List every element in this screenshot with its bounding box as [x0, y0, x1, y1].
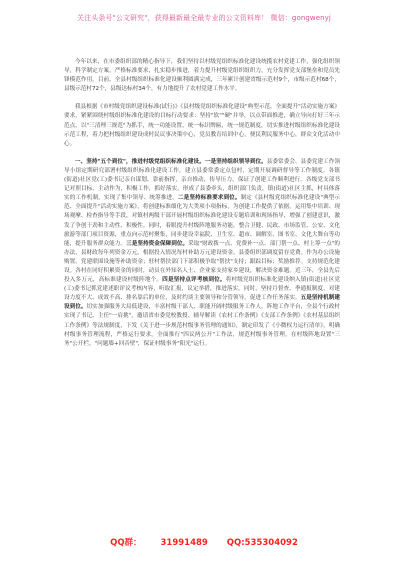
- section-one-text-a: 县委常委会、县委党建工作领导小组定期研究部署村级组织标准化建设工作，建立县委常委定点包村，定期开展调研督导等工作制度。各镇(街道)社区党(工)委书记亲自谋划、靠前指挥，亲自推动，传导压力，保证了创建工作顺利进行。各级党支部书记对照目标，主动作为，积极工作，抓好落实，形成了县委牵头，组织部门负责，镇(街道)社区主抓，村具体落实的工作机制，实现了集中领导、统筹推进。: [64, 158, 340, 202]
- section-one-paragraph: [64, 158, 340, 349]
- section-one-text-c: 采取"财政拨一点、党费补一点、部门帮一点、村上筹一点"的办法，县财政每年列资金万元，根据投入情况每村补助万元建设资金。县委组织部调度留存党费。作为办公设施购置。党建联围设施等补助资金；驻村帮扶部门下部积极争取"帮扶"支持；跟踪目标；奖励推荐。支持规范化建设。各村在同好积累资金的同时，动员在外知名人士、企业家支持家乡建设，解决资金难题。近三年，全县先后投入多万元，高标准建设村级阵地个。: [64, 240, 340, 284]
- subheading-evaluation: 四是坚持点评考核到位。: [162, 277, 226, 284]
- document-body: [64, 58, 340, 349]
- subheading-mechanism: 五是坚持机制建设到位。: [64, 295, 340, 311]
- section-one-text-e: 切实加强服务大局低建设，丰富村级干部人、职能开阔村级服务工作人，阵地工作平台，全县个行政村实现了书记、主任"一肩挑"，邀请省市委党校教授、辅导解读《农村工作条例》《支部工作条例》《农村基层组织工作条例》等法规制度，下发《关于进一步规范村级事务管理的通知》，制定印发了《小微权力运行清单》，明确村级事务管理流程，严格运行要求。全面推行"四议两公开"工作法，规范村级事务管理。在村级阵地设置"三务"公开栏，"问题墙+回音壁"，保证村级事务"阳光"运行。: [64, 304, 340, 347]
- intro-paragraph: 今年以来，在市委组织部的精心指导下，我们坚持以村级党组织标准化建设统揽农村党建工作，强化组织领导，科学制定方案，严格标准要求，扎实稳步推进，着力提升村级党组织组织力，充分发挥党支部堡垒和党员先锋模范作用。目前，全县村级组织标准化建设顺利圆满完成，三年累计创建省级示范村9个，市级示范村68个，县级示范村72个，县级达标村34个，有力地提升了农村党建工作水平。: [64, 59, 340, 93]
- overview-paragraph: 我县根据《市村级党组织建设标准(试行)》《县村级党组织标准化建设"典型示范、全面提升"活动实施方案》要求，紧紧围绕村级组织标准化建设的目标行动要求：坚持"软""硬"并举，以点带面推进，确立导向打好三年示范点，以"三清理三规范"为抓手，统一功能设置，统一标识牌匾，统一规范制度，切实推进村级组织标准化建设示范工程，着力把村级组织建设成村民议事决策中心，党员教育培训中心，便民利民服务中心，群众文化活动中心。: [64, 104, 340, 147]
- section-one-text-d: 将村级党组织标准化建设纳入镇(街道)社区党(工)委书记抓党建述职评议考核内容，听取汇报，议定举措，推进落实。同时，坚持月督查、季通报制度，对建设力度不大、成效不高、排名靠后的单位，及时约谈主要领导和分管领导，促进工作任务落实。: [64, 277, 340, 302]
- subheading-funding: 三是坚持资金保障到位。: [126, 240, 189, 247]
- promo-banner: 关注头条号"公文研究"，获得最新最全最专业的公文资料库！ 微信：gongwenyj: [77, 14, 331, 22]
- subheading-standards: 二是坚持标准要求到位。: [177, 195, 241, 202]
- section-one-text-b: 制定《县村级党组织标准化建设"典型示范、全面提升"活动实施方案》，将创建标准细化为大类项小项指标，为创建工作提供了依据。运用集中培训、现场观摩、检查指导等手段，对镇村两级干部开展村级组织标准化建设专题培训和现场指导，增强了创建意识，激发了争创干劲和主动性、积极性。同时，着眼提升村级阵地服务功能，整合卫健、民政、市场监管、公安、文化旅游等部门项目资源，重点向示范村聚集，同步建设幸福院、卫生室、超市、调解室、图书室、文化大舞台等功能，提升服务群众能力。: [64, 195, 340, 247]
- section-one-heading: 一、坚持"五个到位"，推进村级党组织标准化建设。一是坚持组织领导到位。: [75, 158, 267, 165]
- contact-footer: QQ群： 31991489 QQ:535304092: [110, 538, 298, 548]
